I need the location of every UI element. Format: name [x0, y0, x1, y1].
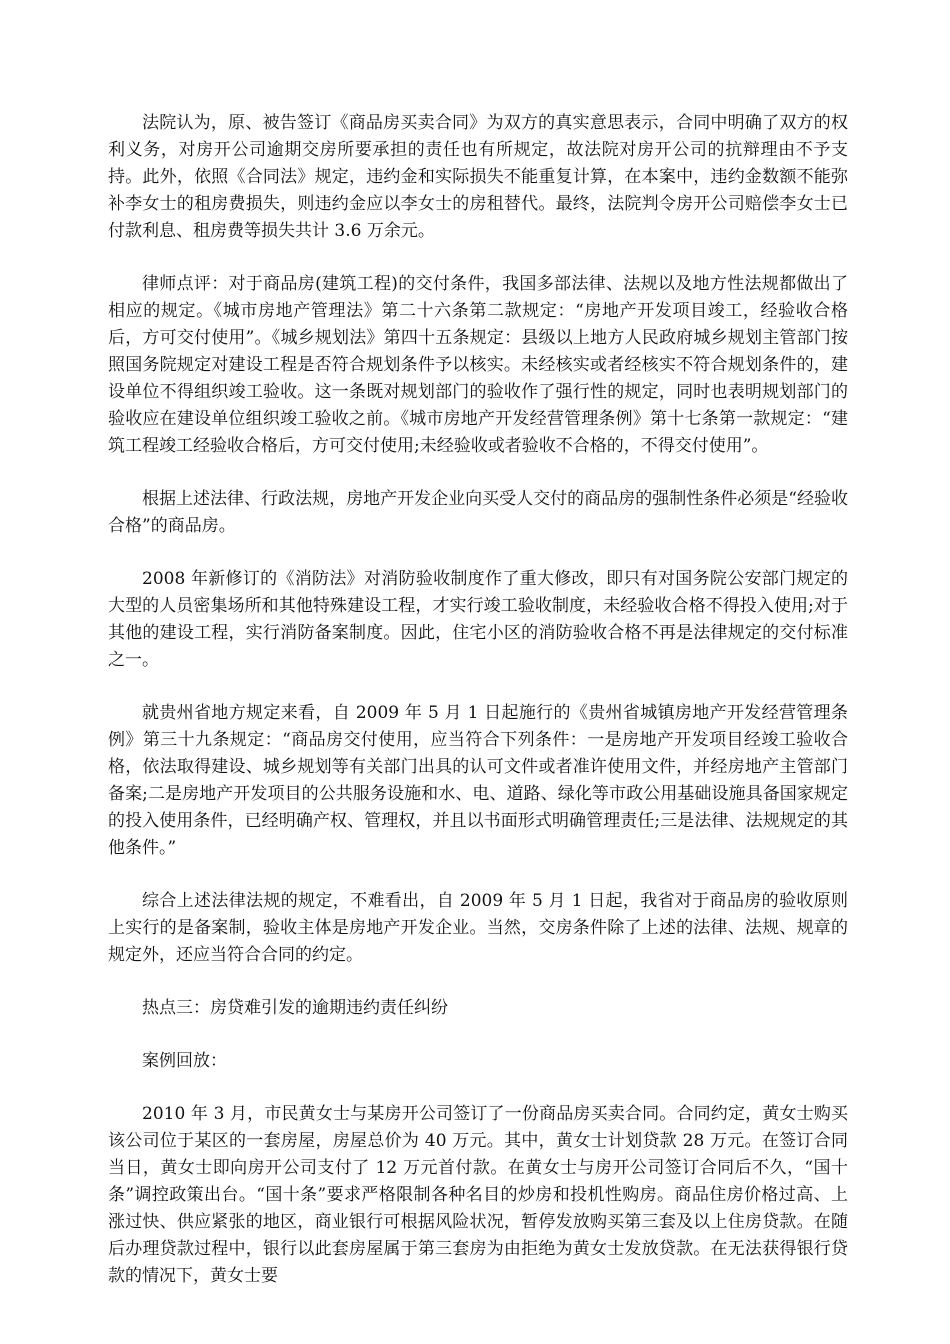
paragraph-fire-law: 2008 年新修订的《消防法》对消防验收制度作了重大修改，即只有对国务院公安部门规定的大型的人员密集场所和其他特殊建设工程，才实行竣工验收制度，未经验收合格不得投入使用;对于其他的建设工程，实行消防备案制度。因此，住宅小区的消防验收合格不再是法律规定的交付标准之一。	[108, 569, 848, 670]
paragraph-guizhou-regulation: 就贵州省地方规定来看，自 2009 年 5 月 1 日起施行的《贵州省城镇房地产开发经营管理条例》第三十九条规定：“商品房交付使用，应当符合下列条件：一是房地产开发项目经竣工验收合格，依法取得建设、城乡规划等有关部门出具的认可文件或者准许使用文件，并经房地产主管部门备案;二是房地产开发项目的公共服务设施和水、电、道路、绿化等市政公用基础设施具备国家规定的投入使用条件，已经明确产权、管理权，并且以书面形式明确管理责任;三是法律、法规规定的其他条件。”	[108, 703, 848, 858]
section-heading-case-review: 案例回放：	[142, 1051, 227, 1071]
paragraph-lawyer-comment: 律师点评：对于商品房(建筑工程)的交付条件，我国多部法律、法规以及地方性法规都做出了相应的规定。《城市房地产管理法》第二十六条第二款规定：“房地产开发项目竣工，经验收合格后，方可交付使用”。《城乡规划法》第四十五条规定：县级以上地方人民政府城乡规划主管部门按照国务院规定对建设工程是否符合规划条件予以核实。未经核实或者经核实不符合规划条件的，建设单位不得组织竣工验收。这一条既对规划部门的验收作了强行性的规定，同时也表明规划部门的验收应在建设单位组织竣工验收之前。《城市房地产开发经营管理条例》第十七条第一款规定：“建筑工程竣工经验收合格后，方可交付使用;未经验收或者验收不合格的，不得交付使用”。	[108, 274, 848, 456]
document-page	[108, 110, 848, 1316]
paragraph-case-description: 2010 年 3 月，市民黄女士与某房开公司签订了一份商品房买卖合同。合同约定，黄女士购买该公司位于某区的一套房屋，房屋总价为 40 万元。其中，黄女士计划贷款 28 万元。在签订合同当日，黄女士即向房开公司支付了 12 万元首付款。在黄女士与房开公司签订合同后不久，“国十条”调控政策出台。“国十条”要求严格限制各种名目的炒房和投机性购房。商品住房价格过高、上涨过快、供应紧张的地区，商业银行可根据风险状况，暂停发放购买第三套及以上住房贷款。在随后办理贷款过程中，银行以此套房屋属于第三套房为由拒绝为黄女士发放贷款。在无法获得银行贷款的情况下，黄女士要	[108, 1104, 848, 1286]
section-heading-hotspot-three: 热点三：房贷难引发的逾期违约责任纠纷	[142, 998, 448, 1018]
paragraph-mandatory-condition: 根据上述法律、行政法规，房地产开发企业向买受人交付的商品房的强制性条件必须是“经验收合格”的商品房。	[108, 489, 848, 536]
paragraph-summary: 综合上述法律法规的规定，不难看出，自 2009 年 5 月 1 日起，我省对于商品房的验收原则上实行的是备案制，验收主体是房地产开发企业。当然，交房条件除了上述的法律、法规、规章的规定外，还应当符合合同的约定。	[108, 891, 848, 965]
paragraph-court-opinion: 法院认为，原、被告签订《商品房买卖合同》为双方的真实意思表示，合同中明确了双方的权利义务，对房开公司逾期交房所要承担的责任也有所规定，故法院对房开公司的抗辩理由不予支持。此外，依照《合同法》规定，违约金和实际损失不能重复计算，在本案中，违约金数额不能弥补李女士的租房费损失，则违约金应以李女士的房租替代。最终，法院判令房开公司赔偿李女士已付款利息、租房费等损失共计 3.6 万余元。	[108, 113, 848, 241]
